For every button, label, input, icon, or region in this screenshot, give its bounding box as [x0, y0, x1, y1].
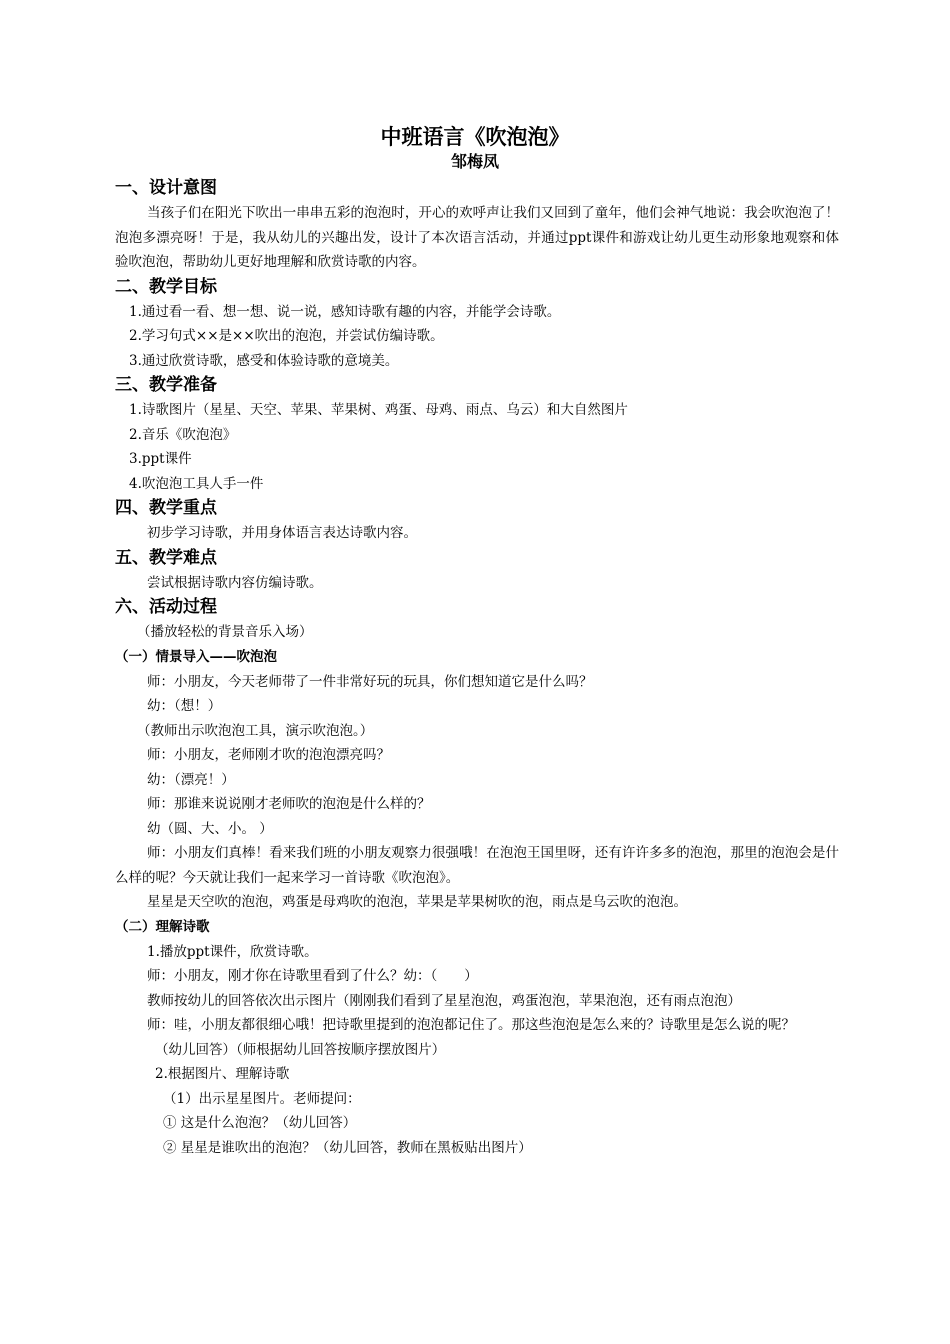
dialogue-line: ① 这是什么泡泡？（幼儿回答） [163, 1115, 357, 1131]
list-item: 3.ppt课件 [129, 451, 192, 467]
list-item: 1.诗歌图片（星星、天空、苹果、苹果树、鸡蛋、母鸡、雨点、乌云）和大自然图片 [129, 402, 628, 418]
dialogue-line: 师：小朋友们真棒！看来我们班的小朋友观察力很强哦！在泡泡王国里呀，还有许许多多的泡泡，那里的泡泡会是什么样的呢？今天就让我们一起来学习一首诗歌《吹泡泡》。 [115, 845, 839, 886]
paragraph: 初步学习诗歌，并用身体语言表达诗歌内容。 [147, 525, 417, 541]
list-item: 1.通过看一看、想一想、说一说，感知诗歌有趣的内容，并能学会诗歌。 [129, 303, 561, 320]
list-item: 3.通过欣赏诗歌，感受和体验诗歌的意境美。 [129, 352, 399, 369]
dialogue-line: （1）出示星星图片。老师提问： [163, 1090, 361, 1107]
dialogue-line: （幼儿回答）（师根据幼儿回答按顺序摆放图片） [155, 1041, 446, 1058]
paragraph: （播放轻松的背景音乐入场） [137, 624, 313, 640]
list-item: 4.吹泡泡工具人手一件 [129, 475, 264, 492]
section-heading-key-points: 四、教学重点 [115, 498, 217, 518]
dialogue-line: 师：哇，小朋友都很细心哦！把诗歌里提到的泡泡都记住了。那这些泡泡是怎么来的？诗歌里是怎么说的呢？ [147, 1017, 795, 1033]
section-heading-goals: 二、教学目标 [115, 276, 217, 297]
paragraph: 当孩子们在阳光下吹出一串串五彩的泡泡时，开心的欢呼声让我们又回到了童年，他们会神气地说：我会吹泡泡了！泡泡多漂亮呀！于是，我从幼儿的兴趣出发，设计了本次语言活动，并通过ppt课件和游戏让幼儿更生动形象地观察和体验吹泡泡，帮助幼儿更好地理解和欣赏诗歌的内容。 [115, 205, 839, 270]
document-body [115, 176, 839, 1160]
document-author: 邹梅凤 [450, 152, 499, 171]
poem-line: 星星是天空吹的泡泡，鸡蛋是母鸡吹的泡泡，苹果是苹果树吹的泡，雨点是乌云吹的泡泡。 [147, 894, 687, 910]
dialogue-line: 幼：（漂亮！） [147, 771, 235, 788]
document-title: 中班语言《吹泡泡》 [380, 125, 570, 149]
subsection-heading-intro: （一）情景导入——吹泡泡 [115, 648, 277, 665]
section-heading-preparation: 三、教学准备 [115, 375, 217, 395]
dialogue-line: 教师按幼儿的回答依次出示图片（刚刚我们看到了星星泡泡，鸡蛋泡泡，苹果泡泡，还有雨点泡泡） [147, 992, 741, 1009]
dialogue-line: 师：小朋友，刚才你在诗歌里看到了什么？幼：（ ） [147, 968, 478, 984]
section-heading-difficulties: 五、教学难点 [115, 547, 217, 568]
dialogue-line: 幼：（想！） [147, 698, 222, 714]
dialogue-line: 幼（圆、大、小。 ） [147, 820, 273, 837]
dialogue-line: ② 星星是谁吹出的泡泡？（幼儿回答，教师在黑板贴出图片） [163, 1139, 532, 1156]
dialogue-line: 师：那谁来说说刚才老师吹的泡泡是什么样的？ [147, 796, 431, 812]
dialogue-line: 师：小朋友，今天老师带了一件非常好玩的玩具，你们想知道它是什么吗？ [147, 673, 593, 690]
dialogue-line: 2.根据图片、理解诗歌 [155, 1066, 290, 1082]
dialogue-line: 师：小朋友，老师刚才吹的泡泡漂亮吗？ [147, 747, 390, 763]
dialogue-line: 1.播放ppt课件，欣赏诗歌。 [147, 943, 318, 960]
section-heading-activity-process: 六、活动过程 [115, 597, 217, 617]
list-item: 2.学习句式××是××吹出的泡泡，并尝试仿编诗歌。 [129, 328, 444, 344]
dialogue-line: （教师出示吹泡泡工具，演示吹泡泡。） [137, 722, 374, 739]
list-item: 2.音乐《吹泡泡》 [129, 426, 237, 443]
section-heading-design-intent: 一、设计意图 [115, 178, 217, 198]
subsection-heading-understand: （二）理解诗歌 [115, 918, 210, 935]
paragraph: 尝试根据诗歌内容仿编诗歌。 [147, 574, 323, 591]
